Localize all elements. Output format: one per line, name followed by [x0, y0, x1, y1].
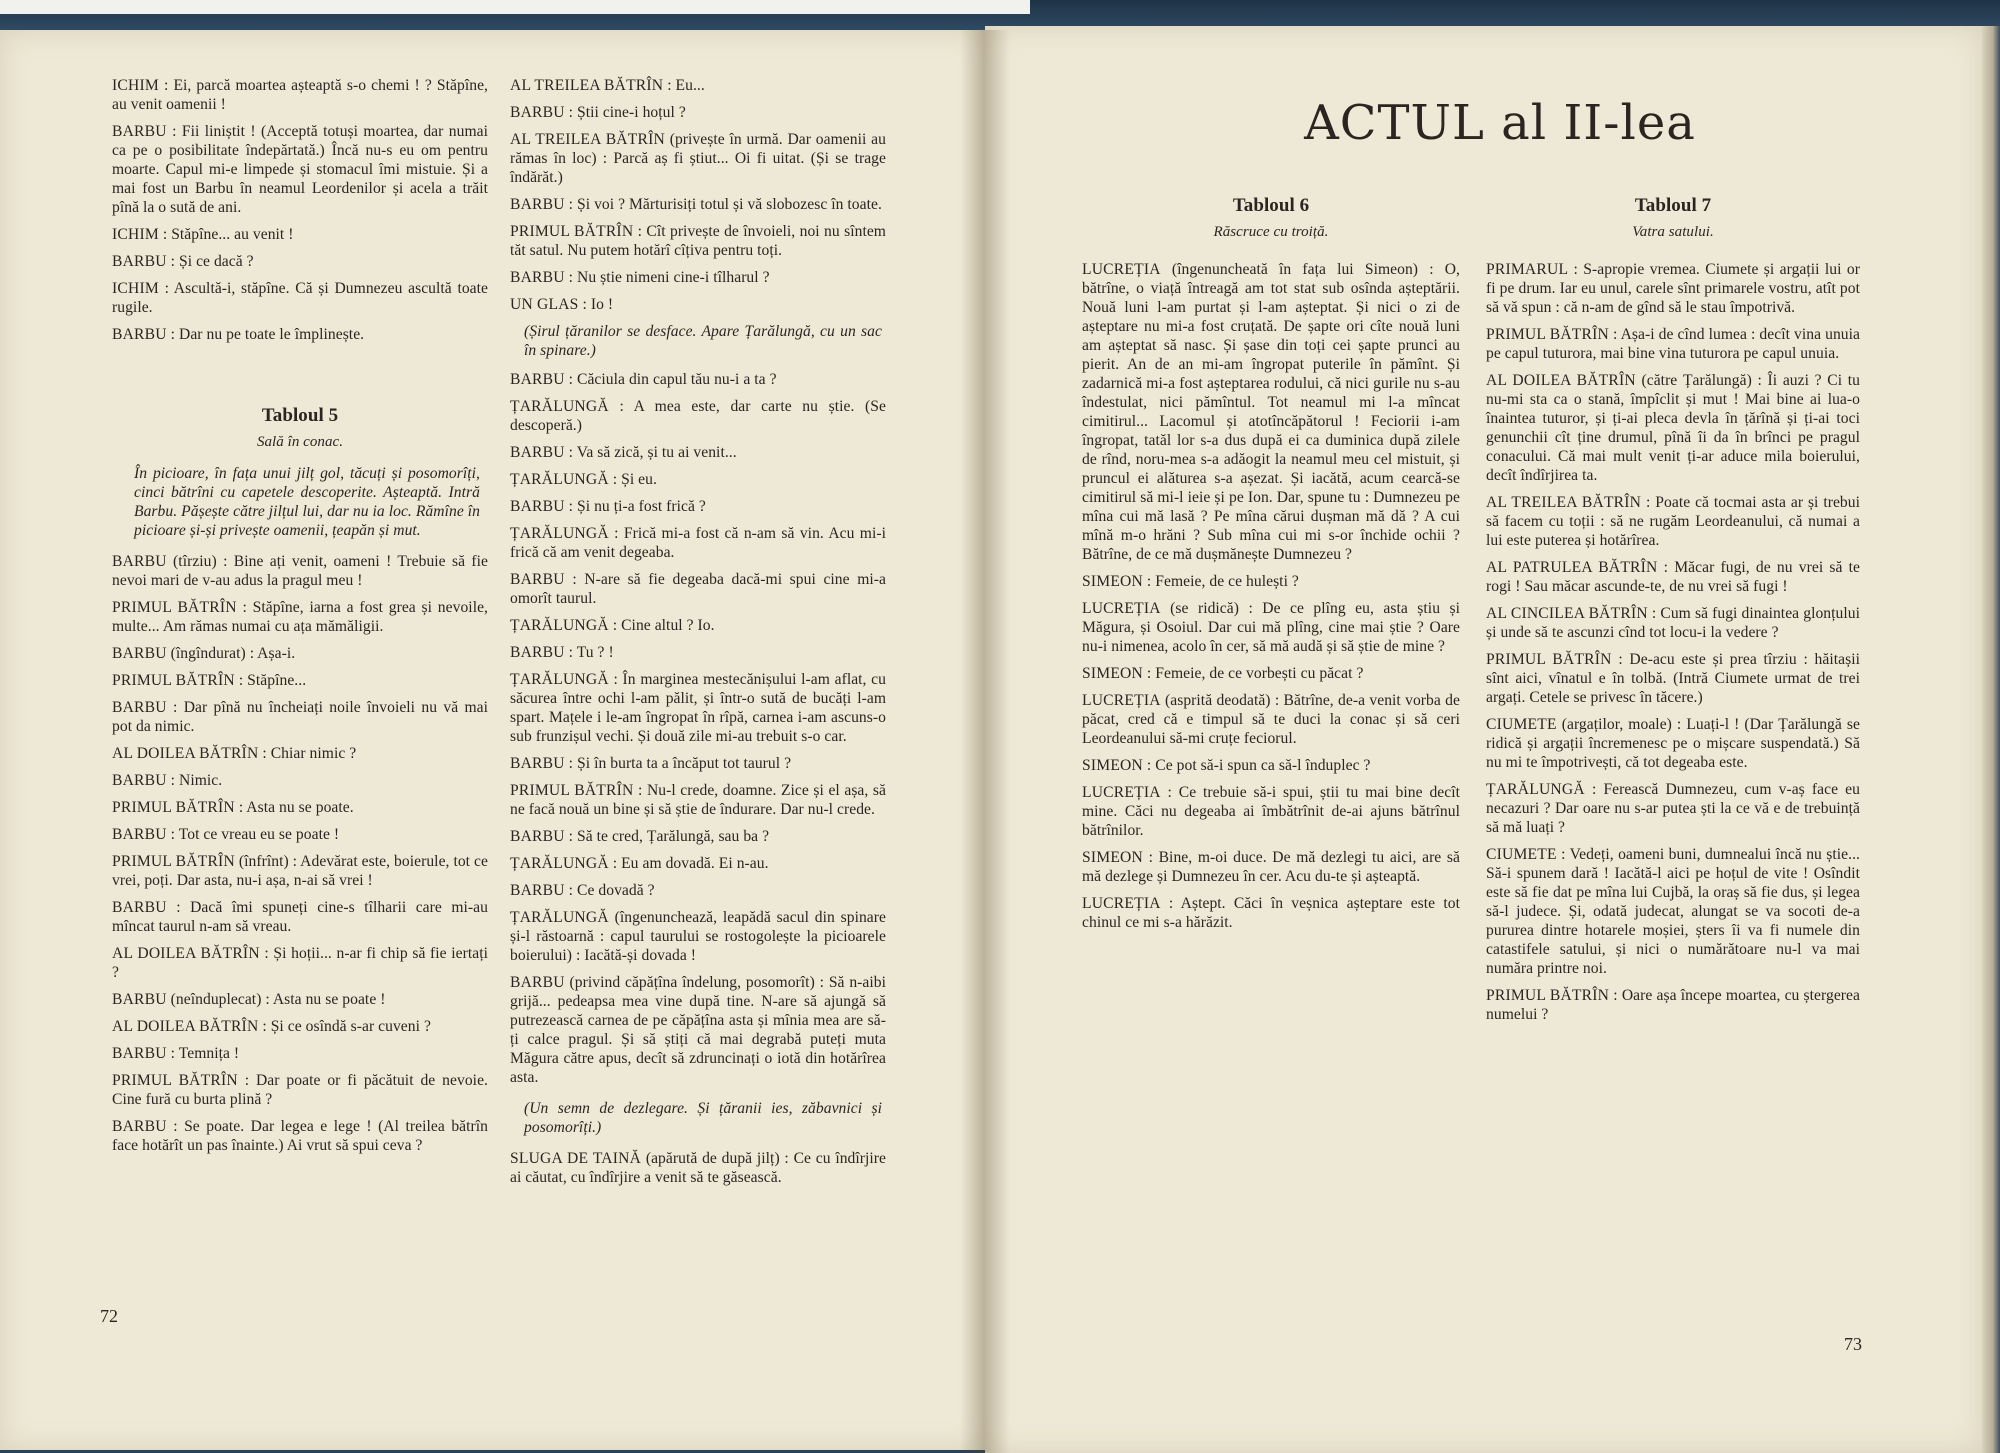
- dialogue-line: [112, 1071, 488, 1109]
- dialogue-text: : Și în burta ta a încăput tot taurul ?: [564, 755, 792, 772]
- speaker-name: PRIMUL BĂTRÎN: [112, 799, 235, 816]
- dialogue-line: [1082, 572, 1460, 591]
- dialogue-text: : Și hoții... n-ar fi chip să fie iertați ?: [112, 945, 488, 981]
- dialogue-text: : Știi cine-i hoțul ?: [564, 104, 686, 121]
- dialogue-text: : Dacă îmi spuneți cine-s tîlharii care mi-au mîncat taurul n-am să vreau.: [112, 899, 488, 935]
- speaker-name: ȚARĂLUNGĂ: [510, 525, 609, 542]
- dialogue-line: [112, 771, 488, 790]
- speaker-name: BARBU: [510, 444, 565, 461]
- dialogue-line: [112, 325, 488, 344]
- dialogue-line: [510, 973, 886, 1087]
- speaker-name: SIMEON: [1082, 849, 1143, 866]
- dialogue-line: [1486, 493, 1860, 550]
- speaker-name: BARBU: [112, 123, 167, 140]
- dialogue-text: : Și eu.: [608, 471, 657, 488]
- dialogue-text: : S-apropie vremea. Ciumete și argații lui or fi pe drum. Iar eu unul, carele sînt primarele vostru, atît pot să vă spun : că n-am de gînd să le stau împotrivă.: [1486, 261, 1860, 316]
- dialogue-line: [510, 397, 886, 435]
- speaker-name: PRIMUL BĂTRÎN: [1486, 987, 1610, 1004]
- dialogue-text: (îngîndurat) : Așa-i.: [166, 645, 296, 662]
- speaker-name: BARBU: [510, 269, 565, 286]
- dialogue-line: [510, 370, 886, 389]
- dialogue-text: (apărută de după jilț) : Ce cu îndîrjire ai căutat, cu îndîrjire a venit să te găsească.: [510, 1150, 886, 1186]
- dialogue-block: [510, 370, 886, 1087]
- dialogue-text: : Dar pînă nu încheiați noile învoieli nu vă mai pot da nimic.: [112, 699, 488, 735]
- dialogue-line: [510, 781, 886, 819]
- dialogue-text: : Va să zică, și tu ai venit...: [564, 444, 737, 461]
- speaker-name: AL TREILEA BĂTRÎN: [1486, 494, 1642, 511]
- dialogue-line: [510, 222, 886, 260]
- speaker-name: UN GLAS: [510, 296, 579, 313]
- left-column-1: [112, 76, 488, 1163]
- dialogue-text: : Poate că tocmai asta ar și trebui să facem cu toții : să ne rugăm Leordeanului, că numai a lui este puterea și hotărîrea.: [1486, 494, 1860, 549]
- dialogue-text: : De-acu este și prea tîrziu : hăitașii sînt aici, vînatul e în tolbă. (Intră Ciumete urmat de trei argați. Cetele se privesc în tăcere.): [1486, 651, 1860, 706]
- dialogue-line: [1082, 664, 1460, 683]
- speaker-name: BARBU: [112, 253, 167, 270]
- speaker-name: PRIMUL BĂTRÎN: [1486, 651, 1612, 668]
- dialogue-line: [1486, 604, 1860, 642]
- dialogue-text: : Stăpîne... au venit !: [158, 226, 294, 243]
- dialogue-text: : Și ce osîndă s-ar cuveni ?: [258, 1018, 431, 1035]
- stage-direction: (Un semn de dezlegare. Și țăranii ies, zăbavnici și posomorîți.): [524, 1100, 882, 1136]
- dialogue-text: (către Țarălungă) : Îi auzi ? Ci tu nu-mi sta ca o stană, împîclit și mut ! Mai bine ai lua-o înaintea tuturor, și ți-ai pleca devla în țărînă și ți-ai toci genunchii cît ține drumul, pînă îi da în brînci pe pragul conacului. Că mai mult venit ți-ar aduce mila boierului, decît îndîrjirea ta.: [1486, 372, 1860, 484]
- dialogue-line: [112, 644, 488, 663]
- speaker-name: AL CINCILEA BĂTRÎN: [1486, 605, 1648, 622]
- dialogue-text: : A mea este, dar carte nu știe. (Se descoperă.): [510, 398, 886, 434]
- dialogue-line: [510, 76, 886, 95]
- tablou-6-place: Răscruce cu troiță.: [1213, 224, 1329, 240]
- speaker-name: BARBU: [510, 498, 565, 515]
- dialogue-line: [1486, 845, 1860, 978]
- dialogue-line: [1082, 783, 1460, 840]
- dialogue-text: : Io !: [578, 296, 614, 313]
- dialogue-line: [510, 643, 886, 662]
- dialogue-line: [1486, 780, 1860, 837]
- speaker-name: AL DOILEA BĂTRÎN: [1486, 372, 1636, 389]
- dialogue-text: (privind căpățîna îndelung, posomorît) : Să n-aibi grijă... pedeapsa mea vine după tine. N-are să ajungă să putrezească carnea de pe căpățîna asta și mînia mea are să-ți calce pragul. Și să știți că mai degrabă puteți muta Măgura către apus, decît să zdruncinați o iotă din hotărîrea asta.: [510, 974, 886, 1086]
- dialogue-line: [1082, 756, 1460, 775]
- dialogue-text: : Fii liniștit ! (Acceptă totuși moartea, dar numai ca pe o posibilitate îndepărtată.) Încă nu-s eu om pentru moarte. Capul mi-e limpede și stomacul îmi mistuie. Și a mai fost un Barbu în neamul Leordenilor și acela a trăit pînă la o sută de ani.: [112, 123, 488, 216]
- dialogue-text: (se ridică) : De ce plîng eu, asta știu și Măgura, și Osoiul. Dar cui mă plîng, cine mai știe ? Oare nu-i nimenea, acolo în cer, să mă audă și să știe de mine ?: [1082, 600, 1460, 655]
- dialogue-text: : Și nu ți-a fost frică ?: [564, 498, 706, 515]
- speaker-name: ICHIM: [112, 226, 159, 243]
- dialogue-text: : Vedeți, oameni buni, dumnealui încă nu știe... Să-i spunem dară ! Iacătă-l aici pe hoțul de vite ! Osîndit este să fie dat pe mîna lui Cujbă, la oraș să fie dus, și legea să-l judece. Și, odată judecat, alungat se va socoti de-a pururea dintre hotarele moșiei, șters îi va fi numele din catastifele satului, și nici o numărătoare nu-l va mai număra printre noi.: [1486, 846, 1860, 977]
- page-number-left: 72: [100, 1306, 118, 1326]
- dialogue-line: [112, 1017, 488, 1036]
- dialogue-line: [1486, 260, 1860, 317]
- stage-direction: (Șirul țăranilor se desface. Apare Țarălungă, cu un sac în spinare.): [524, 323, 882, 359]
- right-column-1: [1082, 196, 1460, 940]
- dialogue-line: [112, 122, 488, 217]
- dialogue-line: [112, 990, 488, 1009]
- speaker-name: AL DOILEA BĂTRÎN: [112, 745, 259, 762]
- dialogue-line: [510, 854, 886, 873]
- speaker-name: BARBU: [112, 1118, 167, 1135]
- dialogue-line: [510, 103, 886, 122]
- dialogue-text: : Asta nu se poate.: [234, 799, 354, 816]
- tablou-5-place: Sală în conac.: [256, 434, 344, 450]
- dialogue-text: : Tu ? !: [564, 644, 614, 661]
- speaker-name: PRIMARUL: [1486, 261, 1569, 278]
- act-title: ACTUL al II-lea: [1304, 95, 1696, 151]
- dialogue-line: [510, 195, 886, 214]
- speaker-name: BARBU: [112, 899, 167, 916]
- speaker-name: BARBU: [112, 826, 167, 843]
- speaker-name: LUCREȚIA: [1082, 600, 1161, 617]
- dialogue-line: [112, 671, 488, 690]
- dialogue-line: [1486, 715, 1860, 772]
- tablou-6-title: Tabloul 6: [1232, 195, 1310, 216]
- dialogue-text: : Eu am dovadă. Ei n-au.: [608, 855, 769, 872]
- speaker-name: PRIMUL BĂTRÎN: [112, 672, 235, 689]
- dialogue-text: : Cum să fugi dinaintea glonțului și unde să te ascunzi cînd tot locu-i la vedere ?: [1486, 605, 1860, 641]
- speaker-name: BARBU: [510, 104, 565, 121]
- dialogue-text: (privește în urmă. Dar oamenii au rămas în loc) : Parcă aș fi știut... Oi fi uitat. (Și se trage îndărăt.): [510, 131, 886, 186]
- dialogue-text: (îngenuncheată în fața lui Simeon) : O, bătrîne, o viață întreagă am tot stat sub osînda așteptării. Nouă luni l-am purtat și l-am așteptat. Și nici o zi de așteptare nu mi-a fost cruțată. De șapte ori cîte nouă luni am așteptat să nasc. Și șase din toți cei șapte prunci au pierit. An de an mi-am îngropat puterile în pămînt. Și zadarnică mi-a fost așteptarea rodului, că nici gurile nu s-au îndestulat, nici pămîntul. Tot neamul mi l-a mîncat cimitirul... Lacomul și atotîncăpătorul ! Feciorii i-am îngropat, tatăl lor s-a dus după ei ca duminica după zilele de rînd, noru-mea s-a adăogit la neamul meu cel mistuit, și pruncul ei alăturea s-a așezat. Și iacătă, acum cearcă-se cimitirul să mi-l ieie și pe Ion. Dar, spune tu : Dumnezeu pe mîna cui mă lasă ? Pe mîna cărui dușman mă dă ? A cui mînă m-o hrăni ? Sub mîna cui mi s-or închide ochii ? Bătrîne, de ce mă dușmănește Dumnezeu ?: [1082, 261, 1460, 563]
- tablou-5-title: Tabloul 5: [261, 405, 339, 426]
- dialogue-line: [112, 852, 488, 890]
- dialogue-text: (îngenunchează, leapădă sacul din spinare și-l răstoarnă : capul taurului se rostogolește la picioarele boierului) : Iacătă-și dovada !: [510, 909, 886, 964]
- speaker-name: BARBU: [510, 571, 565, 588]
- dialogue-line: [1082, 691, 1460, 748]
- dialogue-line: [1486, 371, 1860, 485]
- dialogue-line: [112, 252, 488, 271]
- dialogue-text: : Nu-l crede, doamne. Zice și el așa, să ne facă nouă un bine și să știe de îndurare. Dar nu-l crede.: [510, 782, 886, 818]
- speaker-name: ICHIM: [112, 280, 159, 297]
- dialogue-line: [112, 598, 488, 636]
- speaker-name: PRIMUL BĂTRÎN: [112, 853, 235, 870]
- speaker-name: BARBU: [510, 882, 565, 899]
- speaker-name: SIMEON: [1082, 757, 1143, 774]
- dialogue-line: [1082, 599, 1460, 656]
- dialogue-line: [112, 898, 488, 936]
- speaker-name: BARBU: [510, 755, 565, 772]
- dialogue-text: : Frică mi-a fost că n-am să vin. Acu mi-i frică că am venit degeaba.: [510, 525, 886, 561]
- tablou-7-place: Vatra satului.: [1632, 224, 1714, 240]
- dialogue-block: [112, 76, 488, 344]
- speaker-name: PRIMUL BĂTRÎN: [1486, 326, 1609, 343]
- speaker-name: AL DOILEA BĂTRÎN: [112, 945, 260, 962]
- dialogue-line: [510, 827, 886, 846]
- speaker-name: ȚARĂLUNGĂ: [1486, 781, 1585, 798]
- dialogue-text: : Nimic.: [166, 772, 223, 789]
- dialogue-text: : Chiar nimic ?: [258, 745, 357, 762]
- dialogue-text: : Femeie, de ce vorbești cu păcat ?: [1142, 665, 1364, 682]
- speaker-name: BARBU: [112, 326, 167, 343]
- dialogue-line: [112, 825, 488, 844]
- dialogue-line: [1082, 260, 1460, 564]
- speaker-name: BARBU: [510, 974, 565, 991]
- speaker-name: AL TREILEA BĂTRÎN: [510, 131, 665, 148]
- dialogue-line: [510, 470, 886, 489]
- dialogue-text: : Ascultă-i, stăpîne. Că și Dumnezeu ascultă toate rugile.: [112, 280, 488, 316]
- speaker-name: BARBU: [510, 371, 565, 388]
- dialogue-line: [1486, 325, 1860, 363]
- speaker-name: ȚARĂLUNGĂ: [510, 471, 609, 488]
- dialogue-text: : Temnița !: [166, 1045, 240, 1062]
- dialogue-line: [510, 670, 886, 746]
- dialogue-block: [1082, 260, 1460, 932]
- dialogue-block: [510, 76, 886, 314]
- dialogue-line: [112, 944, 488, 982]
- dialogue-block: [112, 552, 488, 1155]
- speaker-name: ȚARĂLUNGĂ: [510, 398, 609, 415]
- dialogue-line: [112, 225, 488, 244]
- speaker-name: SIMEON: [1082, 665, 1143, 682]
- dialogue-text: : Femeie, de ce hulești ?: [1142, 573, 1299, 590]
- speaker-name: AL PATRULEA BĂTRÎN: [1486, 559, 1658, 576]
- dialogue-text: : Nu știe nimeni cine-i tîlharul ?: [564, 269, 770, 286]
- dialogue-text: : Și ce dacă ?: [166, 253, 254, 270]
- dialogue-text: : Ce pot să-i spun ca să-l înduplec ?: [1142, 757, 1371, 774]
- speaker-name: LUCREȚIA: [1082, 261, 1161, 278]
- dialogue-line: [510, 295, 886, 314]
- dialogue-text: : Ei, parcă moartea așteaptă s-o chemi ! ? Stăpîne, au venit oamenii !: [112, 77, 488, 113]
- speaker-name: CIUMETE: [1486, 716, 1557, 733]
- dialogue-text: : Bine, m-oi duce. De mă dezlegi tu aici, are să mă dezlege și Dumnezeu în cer. Acu du-te și așteaptă.: [1082, 849, 1460, 885]
- speaker-name: ICHIM: [112, 77, 159, 94]
- dialogue-line: [510, 881, 886, 900]
- speaker-name: CIUMETE: [1486, 846, 1557, 863]
- speaker-name: BARBU: [112, 699, 167, 716]
- dialogue-line: [1082, 894, 1460, 932]
- speaker-name: PRIMUL BĂTRÎN: [510, 782, 634, 799]
- dialogue-line: [112, 279, 488, 317]
- dialogue-line: [510, 130, 886, 187]
- tablou-7-title: Tabloul 7: [1634, 195, 1712, 216]
- dialogue-text: : Cine altul ? Io.: [608, 617, 715, 634]
- dialogue-text: (tîrziu) : Bine ați venit, oameni ! Trebuie să fie nevoi mari de v-au adus la pragul meu !: [112, 553, 488, 589]
- dialogue-text: : Stăpîne, iarna a fost grea și nevoile, multe... Am rămas numai cu ața mămăligii.: [112, 599, 488, 635]
- speaker-name: LUCREȚIA: [1082, 784, 1161, 801]
- dialogue-text: : Aștept. Căci în veșnica așteptare este tot chinul ce mi s-a hărăzit.: [1082, 895, 1460, 931]
- dialogue-text: (argaților, moale) : Luați-l ! (Dar Țarălungă se ridică și argații încremenesc pe o mișcare suspendată.) Să nu mi te împotrivești, că tot degeaba este.: [1486, 716, 1860, 771]
- dialogue-text: (înfrînt) : Adevărat este, boierule, tot ce vrei, poți. Dar asta, nu-i așa, n-ai să vrei !: [112, 853, 488, 889]
- speaker-name: ȚARĂLUNGĂ: [510, 855, 609, 872]
- dialogue-line: [112, 698, 488, 736]
- dialogue-line: [112, 1044, 488, 1063]
- dialogue-text: : Căciula din capul tău nu-i a ta ?: [564, 371, 777, 388]
- speaker-name: SLUGA DE TAINĂ: [510, 1150, 642, 1167]
- dialogue-line: [510, 497, 886, 516]
- dialogue-text: : Așa-i de cînd lumea : decît vina unuia pe capul tuturora, mai bine vina tuturora pe capul unuia.: [1486, 326, 1860, 362]
- speaker-name: BARBU: [510, 828, 565, 845]
- dialogue-line: [510, 1149, 886, 1187]
- dialogue-line: [510, 524, 886, 562]
- dialogue-line: [112, 552, 488, 590]
- dialogue-line: [1486, 986, 1860, 1024]
- speaker-name: ȚARĂLUNGĂ: [510, 909, 609, 926]
- speaker-name: BARBU: [112, 1045, 167, 1062]
- speaker-name: PRIMUL BĂTRÎN: [112, 1072, 238, 1089]
- speaker-name: BARBU: [112, 772, 167, 789]
- dialogue-text: : În marginea mestecănișului l-am aflat, cu săcurea între ochi l-am pălit, și într-o sută de bucăți l-am spart. Mațele i le-am îngropat în rîpă, carnea i-am ascuns-o sub frunzișul vechi. Și două zile mi-au trebuit s-o car.: [510, 671, 886, 745]
- dialogue-text: : Ferească Dumnezeu, cum v-aș face eu necazuri ? Dar oare nu s-ar putea ști la ce vă e de trebuință să mă luați ?: [1486, 781, 1860, 836]
- dialogue-text: : Oare așa începe moartea, cu ștergerea numelui ?: [1486, 987, 1860, 1023]
- dialogue-text: : Dar poate or fi păcătuit de nevoie. Cine fură cu burta plină ?: [112, 1072, 488, 1108]
- speaker-name: PRIMUL BĂTRÎN: [510, 223, 634, 240]
- dialogue-line: [510, 570, 886, 608]
- dialogue-text: : Măcar fugi, de nu vrei să te rogi ! Sau măcar ascunde-te, de nu vrei să fugi !: [1486, 559, 1860, 595]
- dialogue-text: : Cît privește de învoieli, noi nu sîntem tăt satul. Nu putem hotărî cîțiva pentru toți.: [510, 223, 886, 259]
- speaker-name: BARBU: [510, 196, 565, 213]
- speaker-name: AL DOILEA BĂTRÎN: [112, 1018, 259, 1035]
- page-number-right: 73: [1844, 1334, 1862, 1354]
- dialogue-text: : Să te cred, Țarălungă, sau ba ?: [564, 828, 770, 845]
- speaker-name: AL TREILEA BĂTRÎN: [510, 77, 664, 94]
- dialogue-text: : N-are să fie degeaba dacă-mi spui cine mi-a omorît taurul.: [510, 571, 886, 607]
- right-column-2: [1486, 196, 1860, 1032]
- dialogue-text: : Ce trebuie să-i spui, știi tu mai bine decît mine. Căci nu degeaba ai îmbătrînit de-ai ajuns bătrînul bătrînilor.: [1082, 784, 1460, 839]
- dialogue-line: [510, 616, 886, 635]
- left-column-2: [510, 76, 886, 1195]
- speaker-name: BARBU: [112, 553, 167, 570]
- dialogue-line: [112, 1117, 488, 1155]
- dialogue-text: : Ce dovadă ?: [564, 882, 655, 899]
- dialogue-text: : Tot ce vreau eu se poate !: [166, 826, 340, 843]
- dialogue-text: (asprită deodată) : Bătrîne, de-a venit vorba de păcat, cred că e timpul să te duci la conac și să ceri Leordeanului să-mi cruțe feciorul.: [1082, 692, 1460, 747]
- dialogue-line: [1082, 848, 1460, 886]
- dialogue-line: [112, 744, 488, 763]
- dialogue-text: : Eu...: [663, 77, 705, 94]
- speaker-name: BARBU: [112, 991, 167, 1008]
- speaker-name: BARBU: [112, 645, 167, 662]
- dialogue-line: [1486, 650, 1860, 707]
- dialogue-line: [1486, 558, 1860, 596]
- speaker-name: ȚARĂLUNGĂ: [510, 617, 609, 634]
- dialogue-text: (neînduplecat) : Asta nu se poate !: [166, 991, 386, 1008]
- dialogue-block: [1486, 260, 1860, 1024]
- speaker-name: SIMEON: [1082, 573, 1143, 590]
- stage-direction: În picioare, în fața unui jilț gol, tăcuți și posomorîți, cinci bătrîni cu capetele descoperite. Așteaptă. Intră Barbu. Pășește către jilțul lui, dar nu ia loc. Rămîne în picioare și-și privește oamenii, țeapăn și mut.: [134, 465, 480, 539]
- dialogue-text: : Dar nu pe toate le împlinește.: [166, 326, 365, 343]
- dialogue-line: [510, 268, 886, 287]
- speaker-name: BARBU: [510, 644, 565, 661]
- dialogue-line: [510, 754, 886, 773]
- dialogue-line: [112, 76, 488, 114]
- speaker-name: ȚARĂLUNGĂ: [510, 671, 609, 688]
- speaker-name: PRIMUL BĂTRÎN: [112, 599, 237, 616]
- dialogue-line: [112, 798, 488, 817]
- speaker-name: LUCREȚIA: [1082, 692, 1161, 709]
- dialogue-line: [510, 908, 886, 965]
- dialogue-text: : Și voi ? Mărturisiți totul și vă slobozesc în toate.: [564, 196, 882, 213]
- dialogue-line: [510, 443, 886, 462]
- speaker-name: LUCREȚIA: [1082, 895, 1161, 912]
- page-edge: [1982, 26, 2000, 1453]
- dialogue-text: : Se poate. Dar legea e lege ! (Al treilea bătrîn face hotărît un pas înainte.) Ai vrut să spui ceva ?: [112, 1118, 488, 1154]
- dialogue-text: : Stăpîne...: [234, 672, 307, 689]
- dialogue-block: [510, 1149, 886, 1187]
